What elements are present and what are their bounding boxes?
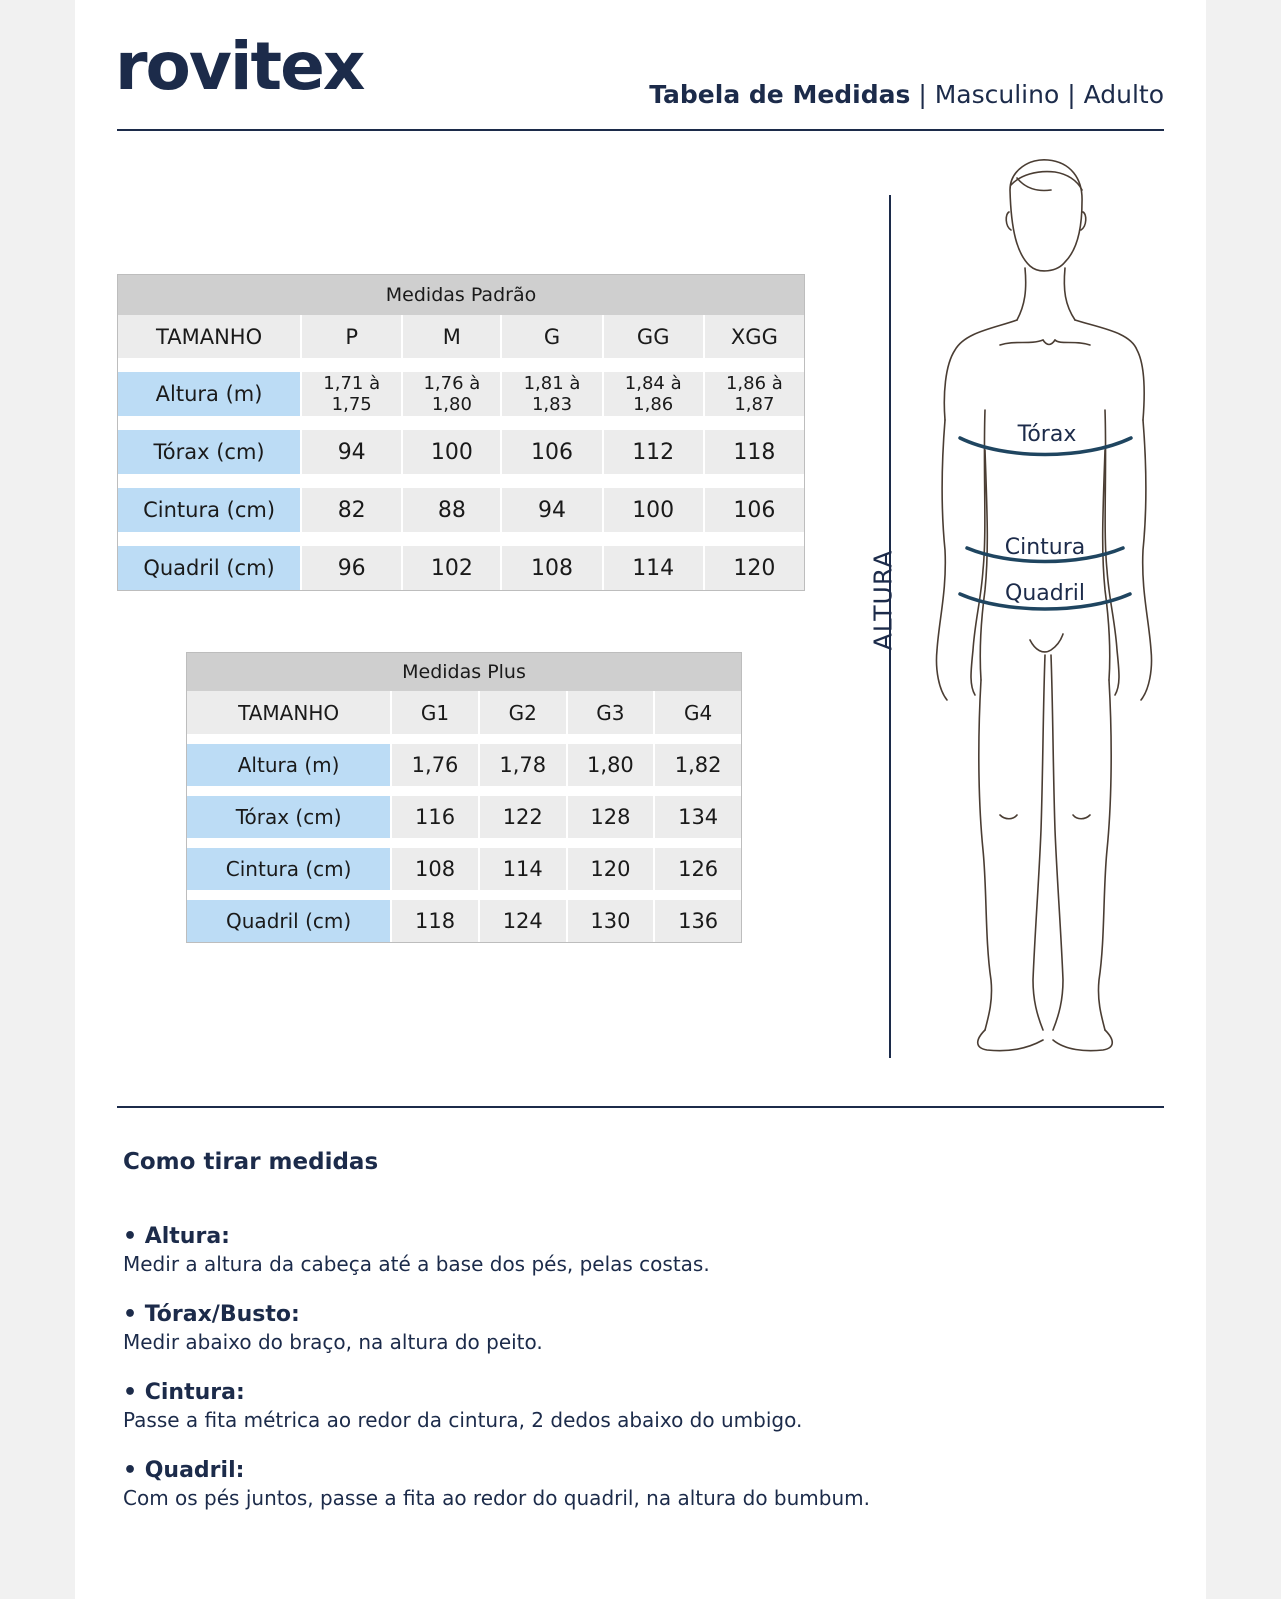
table-cell: 88 <box>401 488 500 532</box>
table-cell: 102 <box>401 546 500 590</box>
table-cell: 100 <box>401 430 500 474</box>
howto-item-title: • Quadril: <box>123 1458 245 1483</box>
howto-item <box>123 1223 1123 1277</box>
table-cell: 108 <box>390 848 478 890</box>
table-cell: 1,80 <box>566 744 654 786</box>
section-divider <box>117 1106 1164 1108</box>
howto-item-title: • Altura: <box>123 1224 230 1249</box>
table-cell: 134 <box>653 796 741 838</box>
table-cell: 1,76 à 1,80 <box>401 372 500 416</box>
table-cell: 82 <box>300 488 401 532</box>
column-header: XGG <box>703 315 804 358</box>
table-cell: 1,86 à 1,87 <box>703 372 804 416</box>
table-cell: 124 <box>478 900 566 942</box>
table-cell: 114 <box>602 546 703 590</box>
table-cell: 120 <box>703 546 804 590</box>
howto-item <box>123 1301 1123 1355</box>
howto-title: Como tirar medidas <box>123 1149 379 1175</box>
plus-size-table <box>186 652 742 943</box>
table-row <box>187 744 741 786</box>
table-cell: 1,82 <box>653 744 741 786</box>
howto-item-text: Medir abaixo do braço, na altura do peito. <box>123 1330 543 1354</box>
table-row <box>118 430 804 474</box>
page-title-main: Tabela de Medidas <box>649 80 911 109</box>
table-row <box>118 546 804 590</box>
table-cell: 1,78 <box>478 744 566 786</box>
table-cell: 128 <box>566 796 654 838</box>
row-label: Cintura (cm) <box>187 848 390 890</box>
table-cell: 1,84 à 1,86 <box>602 372 703 416</box>
howto-item <box>123 1457 1123 1511</box>
page-title-subtitle: | Masculino | Adulto <box>910 80 1164 109</box>
column-header: M <box>401 315 500 358</box>
howto-item-text: Passe a fita métrica ao redor da cintura, 2 dedos abaixo do umbigo. <box>123 1408 803 1432</box>
table-row <box>187 900 741 942</box>
table-cell: 136 <box>653 900 741 942</box>
column-header: G4 <box>653 691 741 734</box>
quadril-label: Quadril <box>1005 581 1085 606</box>
column-header: TAMANHO <box>187 691 390 734</box>
howto-item-title: • Tórax/Busto: <box>123 1302 300 1327</box>
howto-item-text: Medir a altura da cabeça até a base dos pés, pelas costas. <box>123 1252 710 1276</box>
table-cell: 106 <box>703 488 804 532</box>
table-cell: 116 <box>390 796 478 838</box>
table-cell: 130 <box>566 900 654 942</box>
column-header: G <box>500 315 601 358</box>
table-row <box>187 848 741 890</box>
table-cell: 94 <box>500 488 601 532</box>
table-cell: 96 <box>300 546 401 590</box>
table-row <box>118 488 804 532</box>
howto-item <box>123 1379 1123 1433</box>
header-divider <box>117 129 1164 131</box>
table-cell: 118 <box>390 900 478 942</box>
column-header: TAMANHO <box>118 315 300 358</box>
column-header: GG <box>602 315 703 358</box>
torax-label: Tórax <box>1017 422 1077 447</box>
howto-item-text: Com os pés juntos, passe a fita ao redor do quadril, na altura do bumbum. <box>123 1486 870 1510</box>
size-chart-sheet <box>75 0 1206 1599</box>
standard-table-caption: Medidas Padrão <box>118 275 804 315</box>
column-header: G2 <box>478 691 566 734</box>
table-cell: 1,71 à 1,75 <box>300 372 401 416</box>
height-label: ALTURA <box>868 549 898 651</box>
body-figure-illustration <box>905 150 1175 1070</box>
table-cell: 1,76 <box>390 744 478 786</box>
table-cell: 100 <box>602 488 703 532</box>
row-label: Quadril (cm) <box>118 546 300 590</box>
row-label: Altura (m) <box>187 744 390 786</box>
row-label: Tórax (cm) <box>118 430 300 474</box>
table-row <box>187 796 741 838</box>
table-cell: 114 <box>478 848 566 890</box>
brand-logo: rovitex <box>115 28 364 105</box>
table-cell: 106 <box>500 430 601 474</box>
table-cell: 94 <box>300 430 401 474</box>
table-cell: 112 <box>602 430 703 474</box>
table-cell: 108 <box>500 546 601 590</box>
column-header: P <box>300 315 401 358</box>
row-label: Quadril (cm) <box>187 900 390 942</box>
row-label: Tórax (cm) <box>187 796 390 838</box>
cintura-label: Cintura <box>1004 535 1086 560</box>
plus-table-caption: Medidas Plus <box>187 653 741 691</box>
column-header: G3 <box>566 691 654 734</box>
row-label: Cintura (cm) <box>118 488 300 532</box>
standard-size-table <box>117 274 805 591</box>
row-label: Altura (m) <box>118 372 300 416</box>
table-cell: 118 <box>703 430 804 474</box>
howto-item-title: • Cintura: <box>123 1380 245 1405</box>
table-cell: 120 <box>566 848 654 890</box>
table-cell: 122 <box>478 796 566 838</box>
table-cell: 126 <box>653 848 741 890</box>
table-row <box>118 372 804 416</box>
page-title <box>649 80 1164 109</box>
column-header: G1 <box>390 691 478 734</box>
table-cell: 1,81 à 1,83 <box>500 372 601 416</box>
